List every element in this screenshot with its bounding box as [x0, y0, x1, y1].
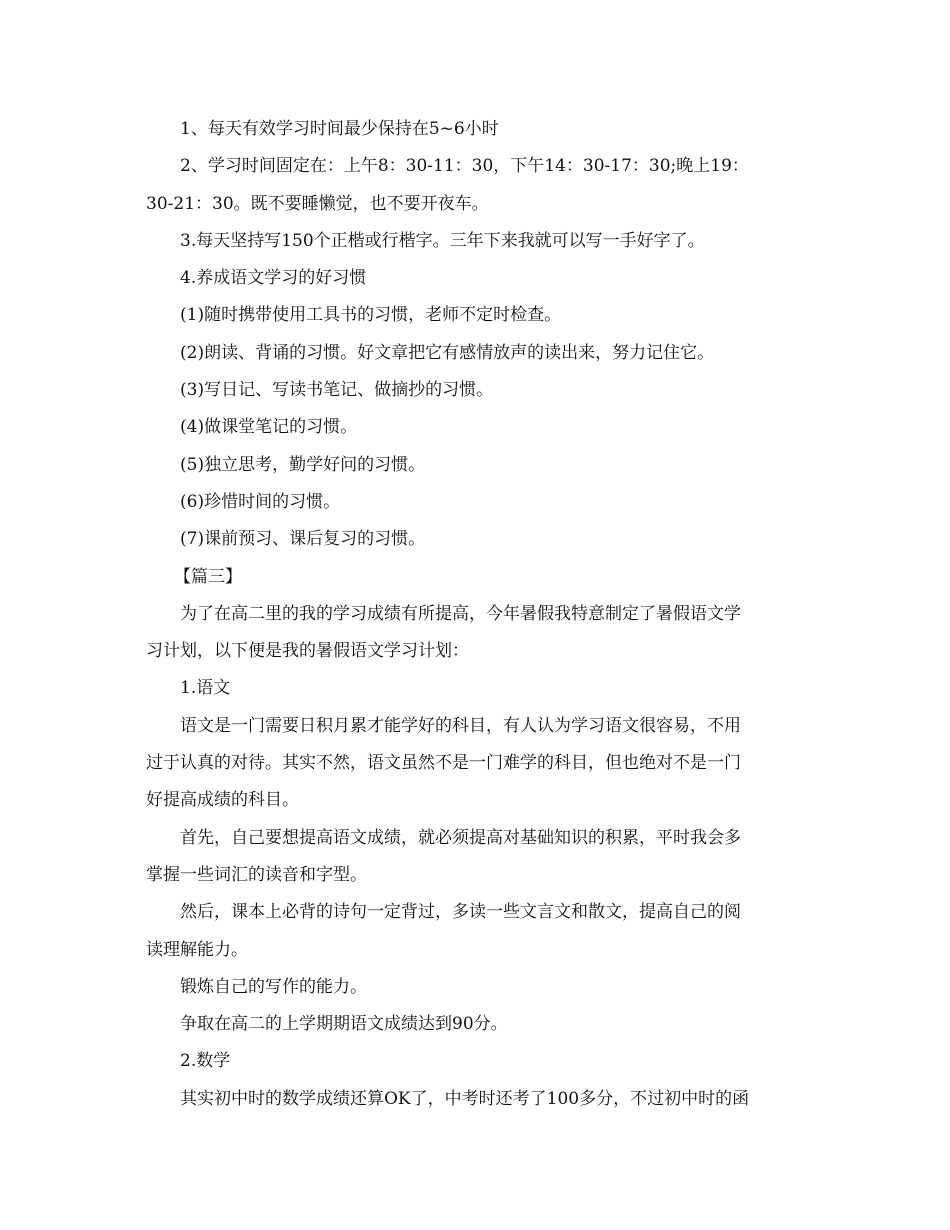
- section-heading: 【篇三】: [174, 566, 242, 587]
- text-line: (5)独立思考，勤学好问的习惯。: [180, 454, 426, 475]
- text-line: 好提高成绩的科目。: [146, 790, 299, 811]
- text-line: (3)写日记、写读书笔记、做摘抄的习惯。: [180, 380, 494, 401]
- text-line: 掌握一些词汇的读音和字型。: [146, 864, 367, 885]
- text-line: 4.养成语文学习的好习惯: [180, 268, 367, 289]
- document-body: [146, 111, 806, 1118]
- text-line: 首先，自己要想提高语文成绩，就必须提高对基础知识的积累，平时我会多: [180, 827, 741, 848]
- text-line: 然后，课本上必背的诗句一定背过，多读一些文言文和散文，提高自己的阅: [180, 902, 741, 923]
- text-line: 1、每天有效学习时间最少保持在5~6小时: [180, 119, 499, 139]
- text-line: (2)朗读、背诵的习惯。好文章把它有感情放声的读出来，努力记住它。: [180, 342, 715, 363]
- text-line: 过于认真的对待。其实不然，语文虽然不是一门难学的科目，但也绝对不是一门: [146, 753, 741, 774]
- text-line: (4)做课堂笔记的习惯。: [180, 417, 358, 438]
- text-line: 读理解能力。: [146, 939, 248, 960]
- text-line: 3.每天坚持写150个正楷或行楷字。三年下来我就可以写一手好字了。: [180, 230, 705, 251]
- text-line: 1.语文: [180, 678, 231, 699]
- text-line: 争取在高二的上学期期语文成绩达到90分。: [180, 1014, 508, 1035]
- text-line: 其实初中时的数学成绩还算OK了，中考时还考了100多分，不过初中时的函: [180, 1088, 750, 1109]
- text-line: 2、学习时间固定在：上午8：30-11：30，下午14：30-17：30;晚上19：: [180, 156, 749, 177]
- text-line: 2.数学: [180, 1051, 231, 1072]
- text-line: 锻炼自己的写作的能力。: [180, 976, 367, 997]
- text-line: 为了在高二里的我的学习成绩有所提高，今年暑假我特意制定了暑假语文学: [180, 603, 741, 624]
- text-line: 30-21：30。既不要睡懒觉，也不要开夜车。: [146, 193, 489, 214]
- text-line: (1)随时携带使用工具书的习惯，老师不定时检查。: [180, 305, 562, 326]
- text-line: 语文是一门需要日积月累才能学好的科目，有人认为学习语文很容易，不用: [180, 715, 741, 736]
- text-line: (6)珍惜时间的习惯。: [180, 491, 341, 512]
- text-line: 习计划，以下便是我的暑假语文学习计划：: [146, 641, 469, 662]
- text-line: (7)课前预习、课后复习的习惯。: [180, 529, 426, 550]
